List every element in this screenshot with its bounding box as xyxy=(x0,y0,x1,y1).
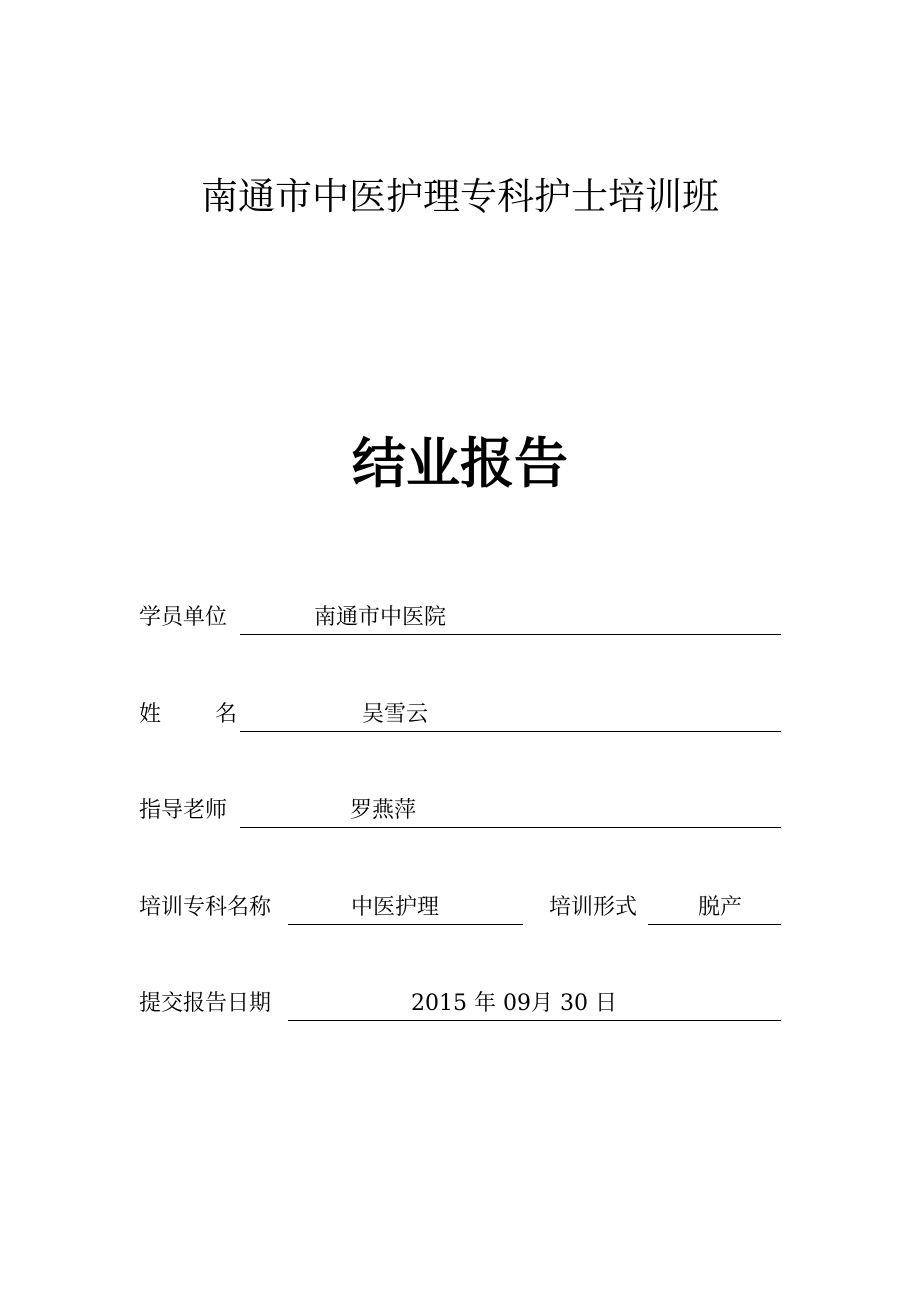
name-label-second: 名 xyxy=(215,702,238,727)
field-row-mentor xyxy=(139,795,781,829)
name-underline xyxy=(240,731,781,732)
name-value: 吴雪云 xyxy=(362,702,429,727)
training-form-value: 脱产 xyxy=(698,895,743,920)
submit-date-underline xyxy=(288,1020,781,1021)
report-title: 结业报告 xyxy=(352,431,568,495)
mentor-label: 指导老师 xyxy=(139,798,228,823)
field-row-name xyxy=(139,699,781,733)
specialty-label: 培训专科名称 xyxy=(139,895,272,920)
unit-underline xyxy=(240,634,781,635)
training-form-underline xyxy=(648,924,781,925)
field-row-specialty xyxy=(139,892,781,926)
field-row-unit xyxy=(139,602,781,636)
training-form-label: 培训形式 xyxy=(549,895,638,920)
mentor-underline xyxy=(240,827,781,828)
mentor-value: 罗燕萍 xyxy=(350,798,417,823)
submit-date-value: 2015 年 09月 30 日 xyxy=(411,991,617,1016)
submit-date-label: 提交报告日期 xyxy=(139,991,272,1016)
unit-value: 南通市中医院 xyxy=(314,605,447,630)
name-label xyxy=(139,699,237,731)
unit-label: 学员单位 xyxy=(139,605,228,630)
field-row-submit-date xyxy=(139,988,781,1022)
specialty-value: 中医护理 xyxy=(351,895,440,920)
training-program-title: 南通市中医护理专科护士培训班 xyxy=(201,175,719,218)
name-label-first: 姓 xyxy=(139,702,162,727)
specialty-underline xyxy=(288,924,523,925)
